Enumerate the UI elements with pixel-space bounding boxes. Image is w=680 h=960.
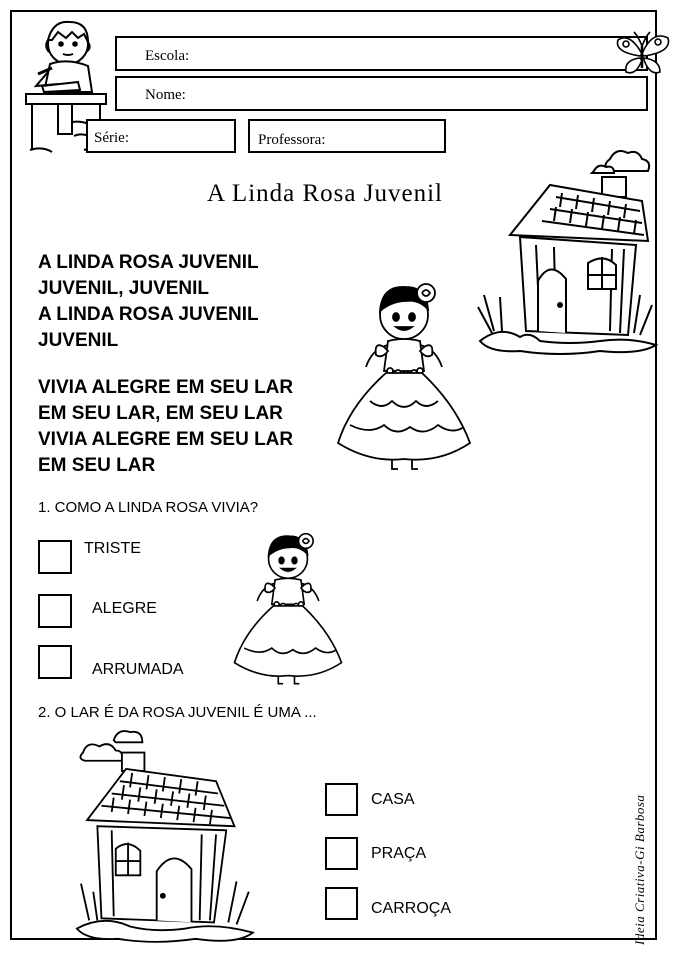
lyrics-stanza-1 <box>38 250 259 354</box>
lyric-line: VIVIA ALEGRE EM SEU LAR <box>38 377 294 398</box>
house-illustration-top <box>470 145 660 360</box>
page-title: A Linda Rosa Juvenil <box>207 180 443 207</box>
school-field[interactable] <box>115 36 648 71</box>
grade-field[interactable] <box>86 119 236 153</box>
princess-illustration-large <box>330 275 478 475</box>
option-triste: TRISTE <box>84 540 141 557</box>
checkbox-casa[interactable] <box>325 783 358 816</box>
question-2: 2. O LAR É DA ROSA JUVENIL É UMA ... <box>38 704 317 721</box>
checkbox-arrumada[interactable] <box>38 645 72 679</box>
question-1: 1. COMO A LINDA ROSA VIVIA? <box>38 499 259 516</box>
checkbox-alegre[interactable] <box>38 594 72 628</box>
princess-illustration-small <box>228 525 348 690</box>
option-praca: PRAÇA <box>371 845 427 862</box>
lyric-line: JUVENIL, JUVENIL <box>38 278 210 299</box>
lyric-line: JUVENIL <box>38 330 119 351</box>
butterfly-icon <box>612 28 674 80</box>
teacher-label: Professora: <box>258 132 326 148</box>
checkbox-praca[interactable] <box>325 837 358 870</box>
name-field[interactable] <box>115 76 648 111</box>
house-illustration-bottom <box>55 728 285 948</box>
school-label: Escola: <box>145 48 190 64</box>
lyric-line: EM SEU LAR <box>38 455 156 476</box>
teacher-field[interactable] <box>248 119 446 153</box>
option-casa: CASA <box>371 791 415 808</box>
name-label: Nome: <box>145 87 186 103</box>
option-alegre: ALEGRE <box>92 600 157 617</box>
checkbox-carroca[interactable] <box>325 887 358 920</box>
lyric-line: VIVIA ALEGRE EM SEU LAR <box>38 429 294 450</box>
grade-label: Série: <box>94 130 129 146</box>
credit-text: Ideia Criativa-Gi Barbosa <box>632 794 647 945</box>
lyric-line: A LINDA ROSA JUVENIL <box>38 252 259 273</box>
lyrics-stanza-2 <box>38 375 293 479</box>
checkbox-triste[interactable] <box>38 540 72 574</box>
lyric-line: A LINDA ROSA JUVENIL <box>38 304 259 325</box>
option-carroca: CARROÇA <box>371 900 452 917</box>
option-arrumada: ARRUMADA <box>92 661 184 678</box>
lyric-line: EM SEU LAR, EM SEU LAR <box>38 403 283 424</box>
